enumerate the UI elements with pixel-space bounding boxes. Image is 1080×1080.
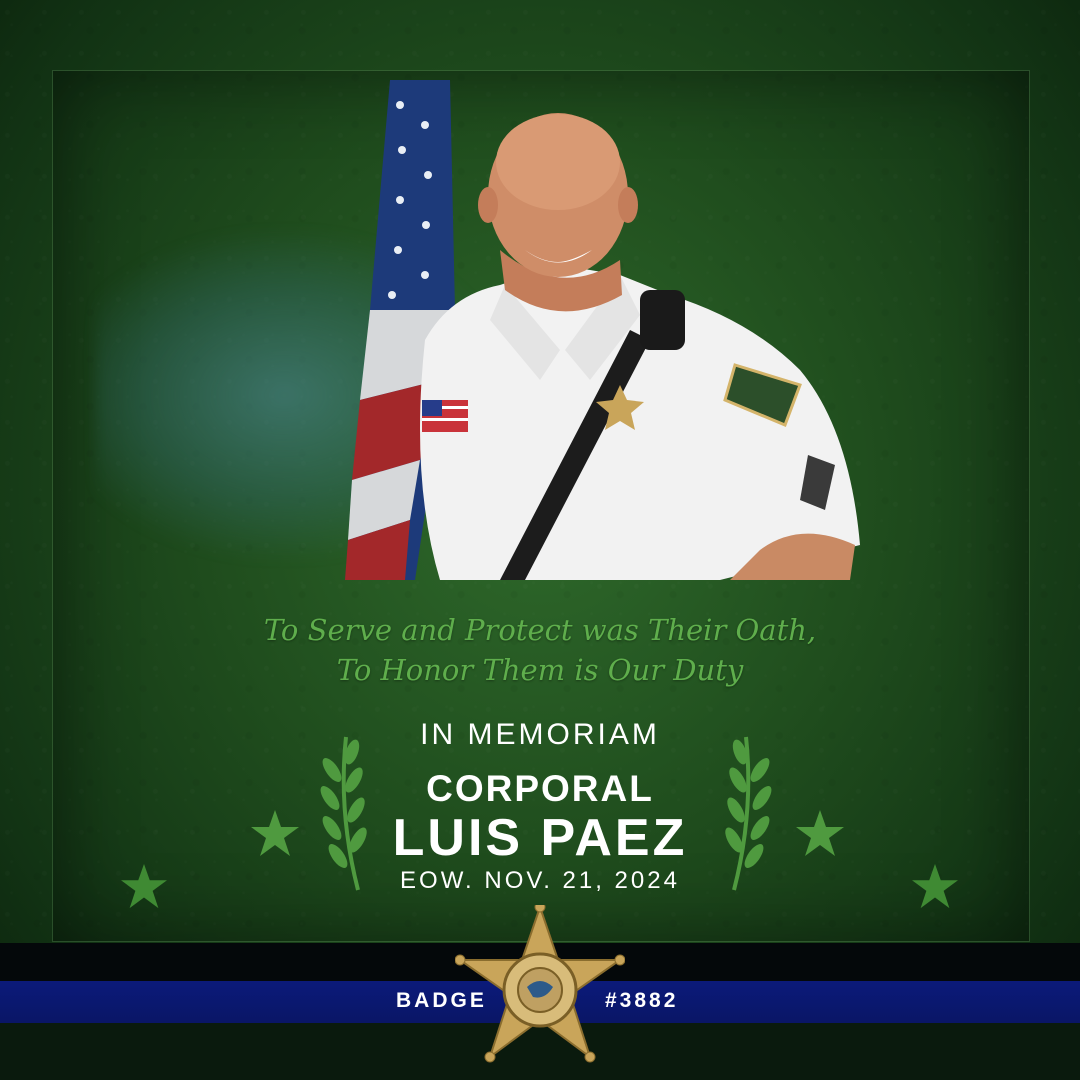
rank-title: CORPORAL (426, 768, 654, 809)
badge-label: BADGE (396, 989, 487, 1012)
star-icon (120, 864, 168, 910)
laurel-branch-icon (318, 732, 370, 892)
quote-line-2: To Honor Them is Our Duty (336, 653, 744, 687)
star-icon (795, 810, 845, 858)
quote-line-1: To Serve and Protect was Their Oath, (263, 613, 817, 647)
end-of-watch-date: EOW. NOV. 21, 2024 (400, 867, 680, 894)
laurel-branch-icon (722, 732, 774, 892)
sheriff-star-badge-icon (455, 905, 625, 1065)
officer-name: LUIS PAEZ (392, 809, 688, 867)
in-memoriam-heading: IN MEMORIAM (420, 718, 660, 751)
star-icon (250, 810, 300, 858)
officer-photo (330, 80, 870, 580)
badge-number: #3882 (605, 989, 679, 1012)
star-icon (911, 864, 959, 910)
